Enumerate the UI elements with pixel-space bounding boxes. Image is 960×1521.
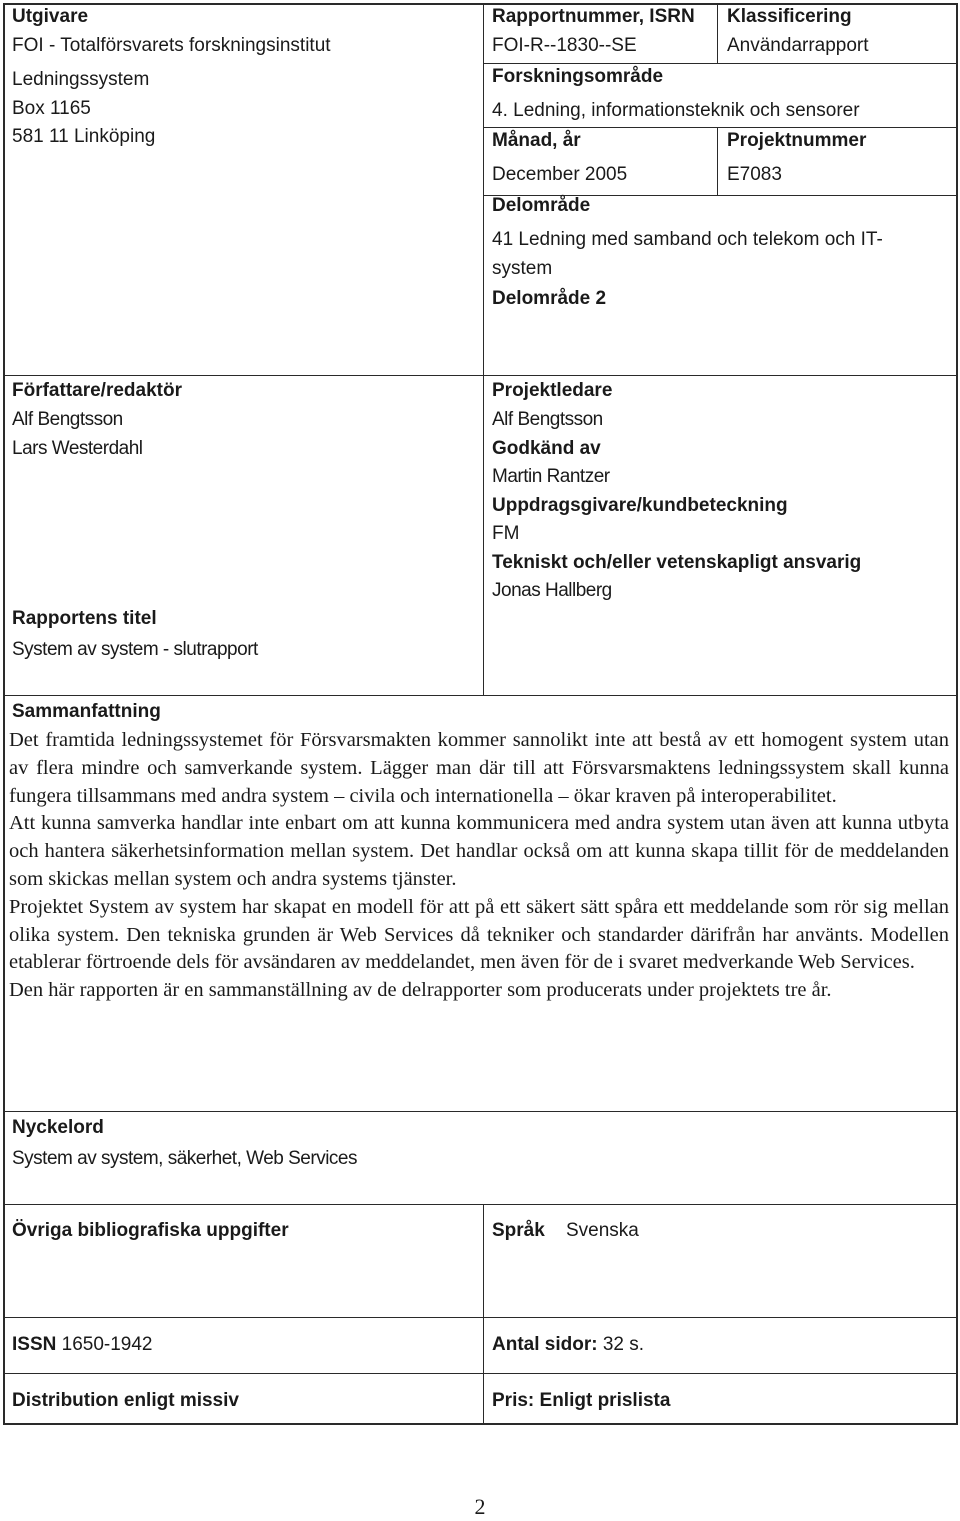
- divider: [3, 375, 958, 376]
- summary-paragraph: Att kunna samverka handlar inte enbart om att kunna kommunicera med andra system utan även att kunna utbyta och hantera säkerhetsinformation mellan system. Det handlar också om att kunna skapa tillit för de meddelanden som skickas mellan system och andra systems tjänster.: [9, 812, 949, 890]
- report-number-label: Rapportnummer, ISRN: [492, 6, 695, 27]
- pages-field: [492, 1333, 644, 1357]
- classification-label: Klassificering: [727, 6, 852, 27]
- classification-value: Användarrapport: [727, 35, 869, 56]
- column-divider: [717, 127, 718, 195]
- page-number: 2: [474, 1494, 486, 1519]
- author-name: Alf Bengtsson: [12, 409, 123, 430]
- language-value: Svenska: [566, 1220, 639, 1241]
- divider: [3, 1111, 958, 1112]
- approved-by-label: Godkänd av: [492, 438, 601, 459]
- project-leader-label: Projektledare: [492, 380, 613, 401]
- subarea-value: 41 Ledning med samband och telekom och IT-: [492, 229, 883, 250]
- month-year-value: December 2005: [492, 164, 628, 185]
- divider: [3, 1373, 958, 1374]
- column-divider: [483, 3, 484, 695]
- technical-responsible-label: Tekniskt och/eller vetenskapligt ansvarig: [492, 552, 862, 573]
- summary-label: Sammanfattning: [12, 701, 161, 722]
- summary-text: [9, 727, 949, 1005]
- divider: [483, 127, 958, 128]
- client-label: Uppdragsgivare/kundbeteckning: [492, 495, 788, 516]
- author-name: Lars Westerdahl: [12, 438, 143, 459]
- language-label: Språk: [492, 1220, 545, 1241]
- divider: [3, 695, 958, 696]
- keywords-label: Nyckelord: [12, 1117, 104, 1138]
- issn-value: 1650-1942: [61, 1334, 153, 1355]
- report-title-label: Rapportens titel: [12, 608, 157, 629]
- issn-label: ISSN: [12, 1334, 57, 1355]
- technical-responsible-value: Jonas Hallberg: [492, 580, 612, 601]
- divider: [3, 1317, 958, 1318]
- summary-paragraph: Det framtida ledningssystemet för Försvarsmakten kommer sannolikt inte att bestå av ett homogent system utan av flera mindre och samverkande system. Lägger man där till att Försvarsmaktens ledningssystem skall kunna fungera tillsammans med andra system – civila och internationella – ökar kraven på interoperabilitet.: [9, 729, 949, 807]
- project-number-label: Projektnummer: [727, 130, 867, 151]
- project-leader-value: Alf Bengtsson: [492, 409, 603, 430]
- column-divider: [717, 3, 718, 63]
- publisher-heading: Utgivare: [12, 6, 89, 27]
- pages-label: Antal sidor:: [492, 1334, 598, 1355]
- month-year-label: Månad, år: [492, 130, 581, 151]
- other-info-label: Övriga bibliografiska uppgifter: [12, 1220, 289, 1241]
- publisher-line: Box 1165: [12, 98, 91, 119]
- publisher-line: Ledningssystem: [12, 69, 150, 90]
- issn-field: [12, 1333, 153, 1357]
- subarea-label: Delområde: [492, 195, 591, 216]
- project-number-value: E7083: [727, 164, 782, 185]
- research-area-label: Forskningsområde: [492, 66, 664, 87]
- authors-label: Författare/redaktör: [12, 380, 182, 401]
- divider: [3, 1204, 958, 1205]
- keywords-value: System av system, säkerhet, Web Services: [12, 1148, 357, 1169]
- publisher-line: FOI - Totalförsvarets forskningsinstitut: [12, 35, 331, 56]
- approved-by-value: Martin Rantzer: [492, 466, 610, 487]
- price-label: Pris: Enligt prislista: [492, 1390, 671, 1411]
- summary-paragraph: Den här rapporten är en sammanställning av de delrapporter som producerats under projektets tre år.: [9, 979, 832, 1002]
- subarea2-label: Delområde 2: [492, 288, 607, 309]
- distribution-label: Distribution enligt missiv: [12, 1390, 239, 1411]
- report-title-value: System av system - slutrapport: [12, 639, 258, 660]
- pages-value: 32 s.: [602, 1334, 645, 1355]
- column-divider: [483, 1204, 484, 1425]
- divider: [483, 63, 958, 64]
- client-value: FM: [492, 523, 520, 544]
- research-area-value: 4. Ledning, informationsteknik och sensorer: [492, 100, 860, 121]
- publisher-line: 581 11 Linköping: [12, 126, 156, 147]
- subarea-value: system: [492, 258, 553, 279]
- summary-paragraph: Projektet System av system har skapat en modell för att på ett säkert sätt spåra ett meddelande som rör sig mellan olika system. Den tekniska grunden är Web Services då tekniker och standarder därifrån har använts. Modellen etablerar förtroende dels för avsändaren av meddelandet, men även för de i svaret medverkande Web Services.: [9, 895, 949, 974]
- report-number-value: FOI-R--1830--SE: [492, 35, 637, 56]
